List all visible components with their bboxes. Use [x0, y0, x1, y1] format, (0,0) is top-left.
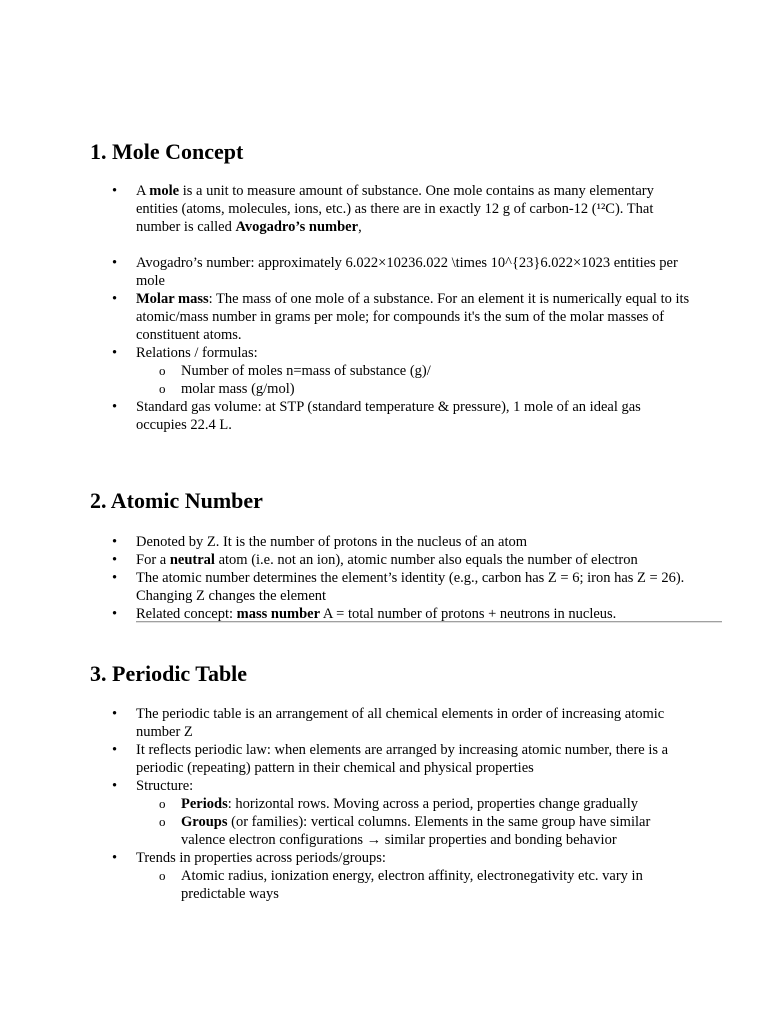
- atomic-number-list: [90, 533, 690, 623]
- list-item: • Denoted by Z. It is the number of protons in the nucleus of an atom: [90, 533, 690, 551]
- mole-concept-list: [90, 182, 690, 434]
- periodic-table-list: [90, 705, 690, 903]
- list-item: • Structure: o Periods: horizontal rows. Moving across a period, properties change gradually o Groups (or families): vertical columns. Elements in the same group have similar valence electron configurations → similar properties and bonding behavior: [90, 777, 690, 849]
- list-item: • A mole is a unit to measure amount of substance. One mole contains as many elementary entities (atoms, molecules, ions, etc.) as there are in exactly 12 g of carbon-12 (¹²C). That number is called Avogadro’s number,: [90, 182, 690, 236]
- trends-sublist: [136, 867, 690, 903]
- sublist-item: o Groups (or families): vertical columns. Elements in the same group have similar valence electron configurations → similar properties and bonding behavior: [136, 813, 690, 849]
- sublist-item: o Atomic radius, ionization energy, electron affinity, electronegativity etc. vary in predictable ways: [136, 867, 690, 903]
- list-item: • Avogadro’s number: approximately 6.022×10236.022 \times 10^{23}6.022×1023 entities per mole: [90, 254, 690, 290]
- sublist-item: o molar mass (g/mol): [136, 380, 690, 398]
- list-item: • Trends in properties across periods/groups: o Atomic radius, ionization energy, electron affinity, electronegativity etc. vary in predictable ways: [90, 849, 690, 903]
- heading-periodic-table: 3. Periodic Table: [90, 661, 248, 686]
- list-item: • For a neutral atom (i.e. not an ion), atomic number also equals the number of electron: [90, 551, 690, 569]
- list-item: • The periodic table is an arrangement of all chemical elements in order of increasing atomic number Z: [90, 705, 690, 741]
- list-item: • The atomic number determines the element’s identity (e.g., carbon has Z = 6; iron has Z = 26). Changing Z changes the element: [90, 569, 690, 605]
- list-item: • It reflects periodic law: when elements are arranged by increasing atomic number, there is a periodic (repeating) pattern in their chemical and physical properties: [90, 741, 690, 777]
- structure-sublist: [136, 795, 690, 849]
- list-item: • Relations / formulas: o Number of moles n=mass of substance (g)/ o molar mass (g/mol): [90, 344, 690, 398]
- list-item: • Molar mass: The mass of one mole of a substance. For an element it is numerically equal to its atomic/mass number in grams per mole; for compounds it's the sum of the molar masses of constituent atoms.: [90, 290, 690, 344]
- sublist-item: o Number of moles n=mass of substance (g)/: [136, 362, 690, 380]
- formula-sublist: [136, 362, 690, 398]
- sublist-item: o Periods: horizontal rows. Moving across a period, properties change gradually: [136, 795, 690, 813]
- list-item: • Standard gas volume: at STP (standard temperature & pressure), 1 mole of an ideal gas occupies 22.4 L.: [90, 398, 690, 434]
- heading-mole-concept: 1. Mole Concept: [90, 139, 244, 164]
- list-item: • Related concept: mass number A = total number of protons + neutrons in nucleus.: [90, 605, 690, 623]
- heading-atomic-number: 2. Atomic Number: [90, 488, 263, 513]
- horizontal-divider: [136, 621, 722, 623]
